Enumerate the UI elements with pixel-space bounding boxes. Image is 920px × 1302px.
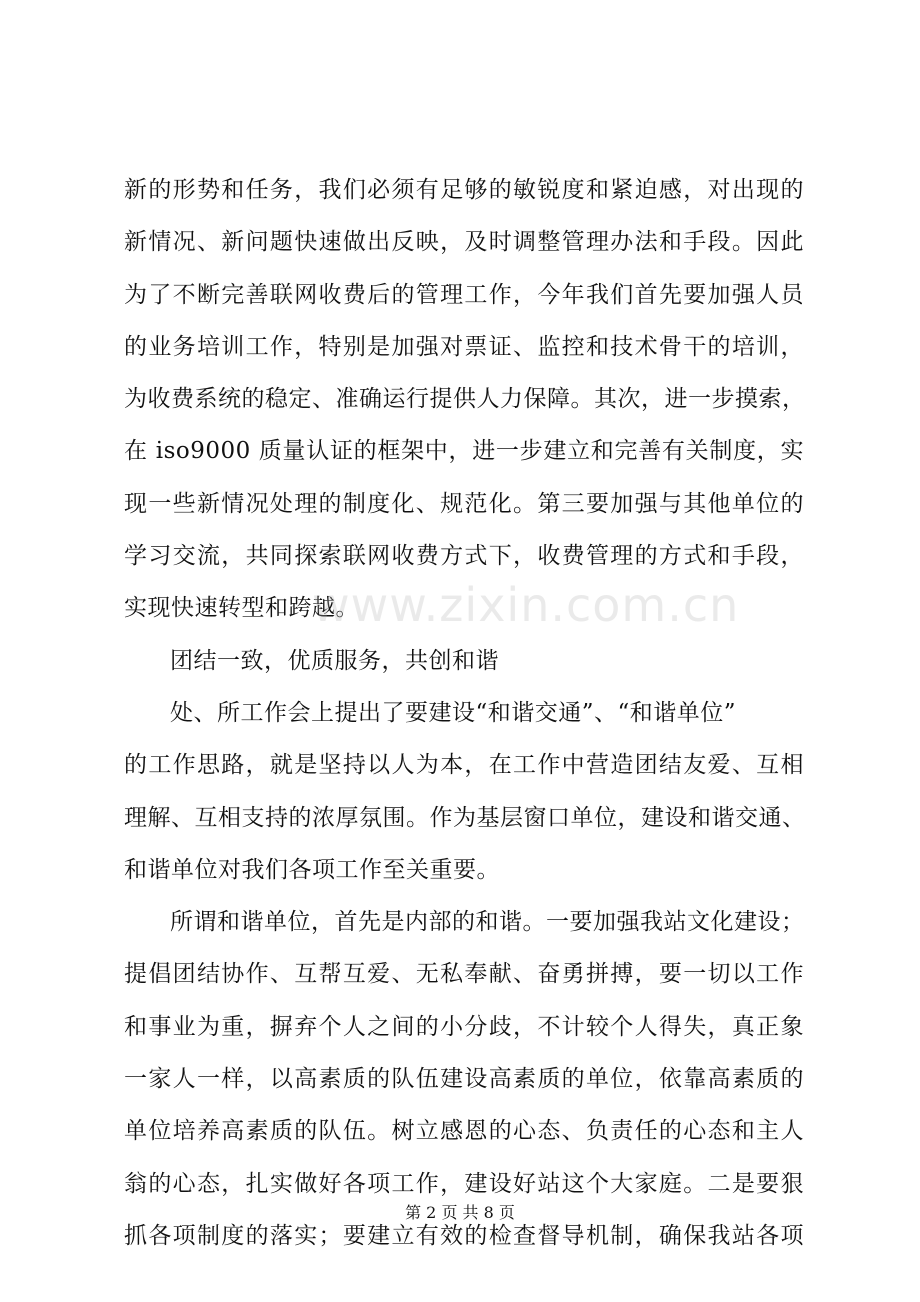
- document-body: [124, 164, 804, 1262]
- paragraph-line: 在 iso9000 质量认证的框架中，进一步建立和完善有关制度，实: [124, 438, 804, 465]
- paragraph-line: 抓各项制度的落实；要建立有效的检查督导机制，确保我站各项: [124, 1222, 804, 1249]
- paragraph-line: 新的形势和任务，我们必须有足够的敏锐度和紧迫感，对出现的: [124, 177, 804, 203]
- paragraph-line: 提倡团结协作、互帮互爱、无私奉献、奋勇拼搏，要一切以工作: [124, 961, 804, 988]
- paragraph-line: 为收费系统的稳定、准确运行提供人力保障。其次，进一步摸索，: [124, 386, 806, 413]
- paragraph-line: 的业务培训工作，特别是加强对票证、监控和技术骨干的培训，: [124, 333, 804, 360]
- paragraph-line: 所谓和谐单位，首先是内部的和谐。一要加强我站文化建设；: [170, 909, 805, 936]
- paragraph-line: 和事业为重，摒弃个人之间的小分歧，不计较个人得失，真正象: [124, 1013, 804, 1040]
- paragraph-line: 为了不断完善联网收费后的管理工作，今年我们首先要加强人员: [124, 281, 804, 308]
- paragraph-line: 学习交流，共同探索联网收费方式下，收费管理的方式和手段，: [124, 543, 804, 570]
- paragraph-line: 翁的心态，扎实做好各项工作，建设好站这个大家庭。二是要狠: [124, 1170, 804, 1197]
- paragraph-line: 一家人一样，以高素质的队伍建设高素质的单位，依靠高素质的: [124, 1066, 804, 1093]
- paragraph-line: 和谐单位对我们各项工作至关重要。: [124, 856, 500, 883]
- paragraph-line: 的工作思路，就是坚持以人为本，在工作中营造团结友爱、互相: [124, 752, 804, 779]
- watermark: www.zixin.com.cn: [312, 578, 740, 632]
- paragraph-line: 理解、互相支持的浓厚氛围。作为基层窗口单位，建设和谐交通、: [124, 804, 806, 831]
- paragraph-line: 单位培养高素质的队伍。树立感恩的心态、负责任的心态和主人: [124, 1118, 804, 1145]
- section-heading: 团结一致，优质服务，共创和谐: [170, 647, 499, 674]
- page-footer: 第 2 页 共 8 页: [405, 1203, 515, 1222]
- paragraph-line: 实现快速转型和跨越。: [124, 595, 359, 622]
- paragraph-line: 现一些新情况处理的制度化、规范化。第三要加强与其他单位的: [124, 490, 804, 517]
- paragraph-line: 处、所工作会上提出了要建设“和谐交通”、“和谐单位”: [170, 699, 737, 726]
- paragraph-line: 新情况、新问题快速做出反映，及时调整管理办法和手段。因此: [124, 229, 804, 256]
